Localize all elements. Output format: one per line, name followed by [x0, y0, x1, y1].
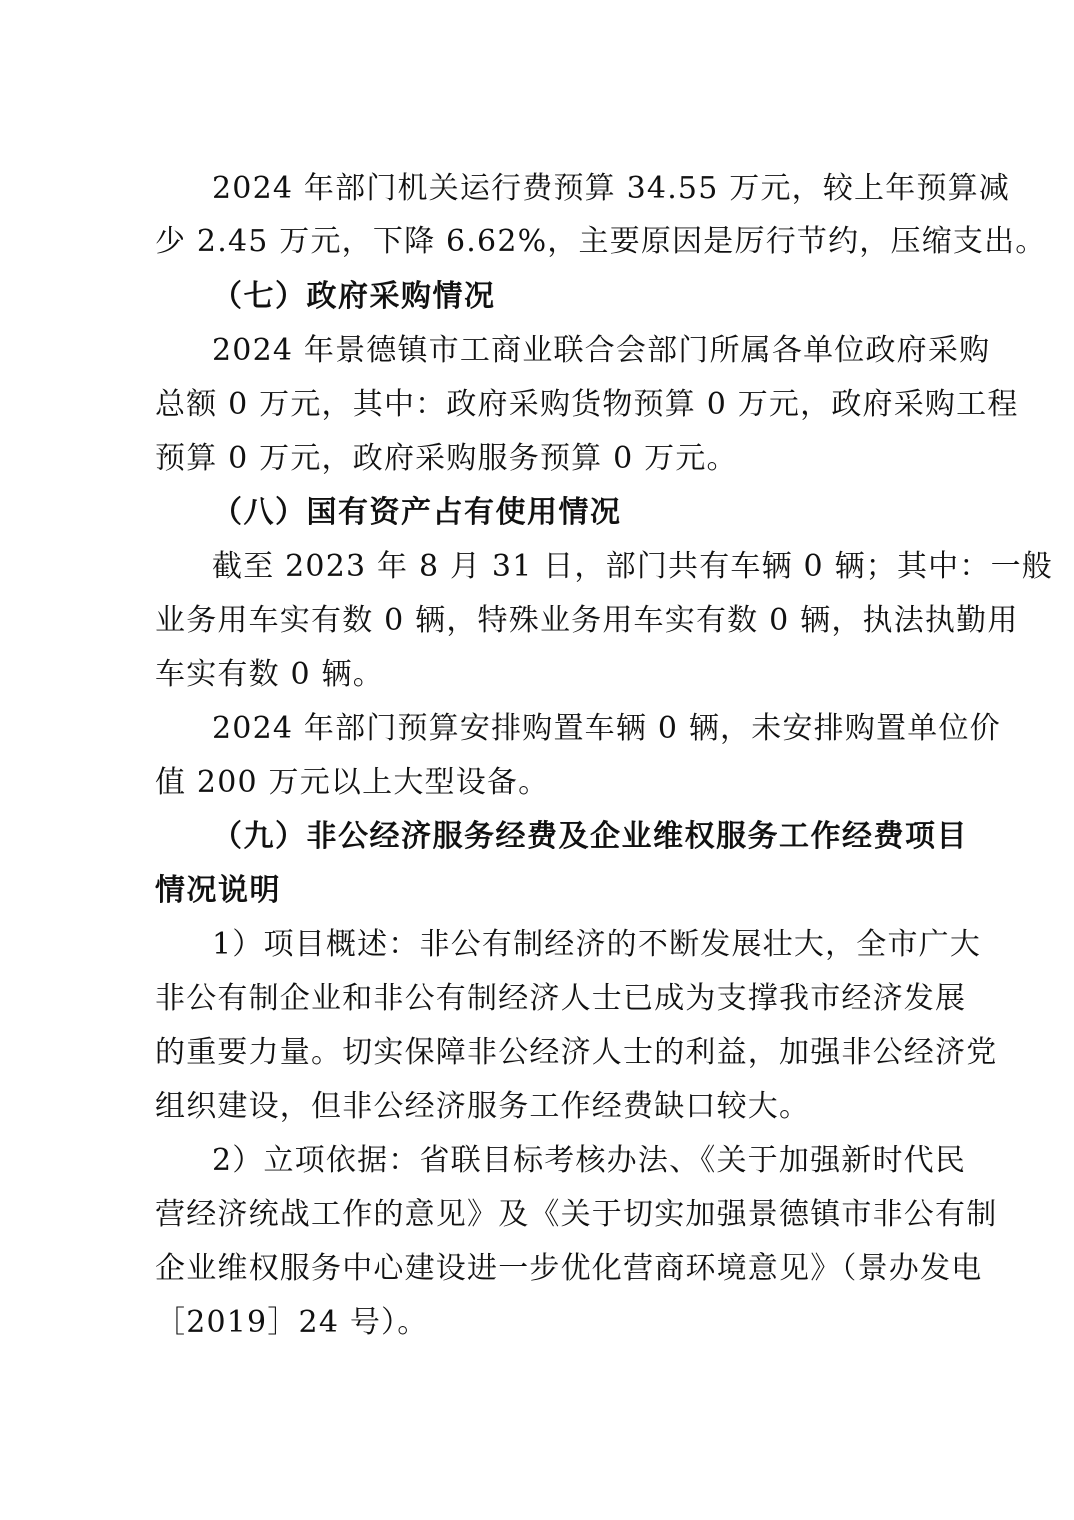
paragraph-line: 2024 年部门预算安排购置车辆 0 辆，未安排购置单位价 — [212, 711, 1001, 746]
section-heading: 情况说明 — [155, 873, 281, 908]
paragraph-line: 非公有制企业和非公有制经济人士已成为支撑我市经济发展 — [155, 981, 967, 1016]
paragraph-line: 营经济统战工作的意见》及《关于切实加强景德镇市非公有制 — [155, 1197, 998, 1232]
paragraph-line: 2024 年景德镇市工商业联合会部门所属各单位政府采购 — [212, 333, 991, 368]
paragraph-line: 2024 年部门机关运行费预算 34.55 万元，较上年预算减 — [212, 171, 1011, 206]
section-heading: （七）政府采购情况 — [212, 279, 496, 314]
section-heading: （九）非公经济服务经费及企业维权服务工作经费项目 — [212, 819, 968, 854]
paragraph-line: 组织建设，但非公经济服务工作经费缺口较大。 — [155, 1089, 811, 1124]
paragraph-line: 1）项目概述：非公有制经济的不断发展壮大，全市广大 — [212, 927, 982, 962]
paragraph-line: 少 2.45 万元，下降 6.62%，主要原因是厉行节约，压缩支出。 — [155, 224, 1047, 259]
section-heading: （八）国有资产占有使用情况 — [212, 495, 622, 530]
paragraph-line: ［2019］24 号）。 — [155, 1305, 429, 1340]
paragraph-line: 截至 2023 年 8 月 31 日，部门共有车辆 0 辆；其中：一般 — [212, 549, 1053, 584]
paragraph-line: 企业维权服务中心建设进一步优化营商环境意见》（景办发电 — [155, 1251, 983, 1286]
paragraph-line: 的重要力量。切实保障非公经济人士的利益，加强非公经济党 — [155, 1035, 998, 1070]
paragraph-line: 车实有数 0 辆。 — [155, 657, 384, 692]
paragraph-line: 业务用车实有数 0 辆，特殊业务用车实有数 0 辆，执法执勤用 — [155, 603, 1019, 638]
paragraph-line: 总额 0 万元，其中：政府采购货物预算 0 万元，政府采购工程 — [155, 387, 1019, 422]
paragraph-line: 预算 0 万元，政府采购服务预算 0 万元。 — [155, 441, 738, 476]
paragraph-line: 值 200 万元以上大型设备。 — [155, 765, 550, 800]
paragraph-line: 2）立项依据：省联目标考核办法、《关于加强新时代民 — [212, 1143, 967, 1178]
